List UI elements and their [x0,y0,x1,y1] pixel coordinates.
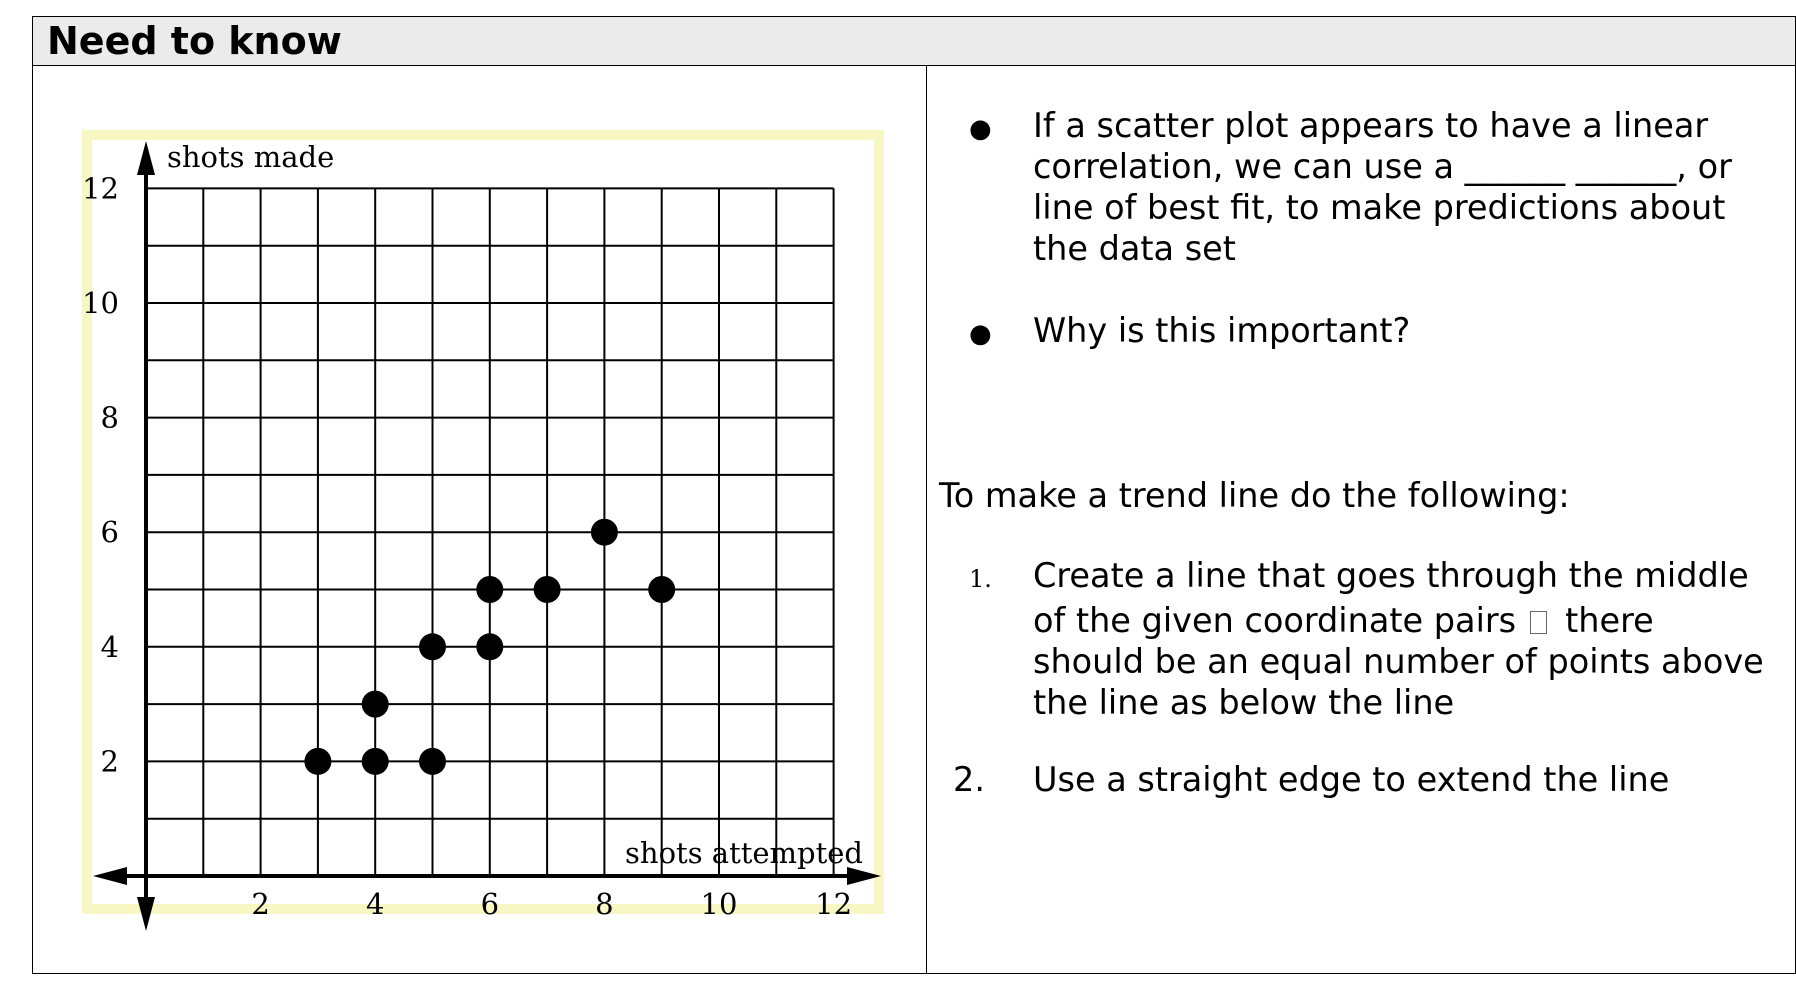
data-point [476,633,503,660]
data-point [362,748,389,775]
y-tick-label: 12 [82,171,119,206]
y-tick-label: 8 [100,400,119,435]
step-text [1033,759,1793,800]
bullet-text [1033,105,1793,269]
column-divider [926,65,927,973]
header-title: Need to know [47,19,342,63]
bullet-text [1033,310,1793,351]
step-line: should be an equal number of points above [1033,642,1764,681]
step-text [1033,555,1793,723]
x-tick-label: 6 [480,887,500,921]
bullet-line: Why is this important? [1033,311,1411,350]
y-tick-label: 2 [100,744,119,779]
bullet-line: line of best fit, to make predictions about [1033,188,1726,227]
x-tick-label: 2 [251,887,270,921]
data-point [419,748,446,775]
y-tick-label: 10 [82,286,119,320]
scatter-plot [53,79,893,939]
step-line: there [1565,601,1654,640]
data-point [648,576,675,603]
x-tick-label: 12 [815,887,853,921]
table-header [33,17,1795,66]
missing-glyph-box-icon [1530,611,1547,634]
step-line: the line as below the line [1033,683,1455,722]
data-point [591,519,618,546]
data-point [304,748,331,775]
bullet-line: correlation, we can use a ______ ______, or [1033,147,1732,186]
x-axis-arrow-left-icon [93,867,127,885]
bullet-line: the data set [1033,229,1236,268]
y-tick-label: 6 [100,515,119,550]
step-number: 1. [969,565,992,593]
step-line: Use a straight edge to extend the line [1033,760,1670,799]
data-point [534,576,561,603]
data-point [362,691,389,718]
step-line: Create a line that goes through the middle [1033,556,1749,595]
bullet-symbol: ● [969,114,992,144]
y-axis-arrow-up-icon [137,141,155,175]
plot-frame [87,135,879,909]
step-number: 2. [953,760,985,799]
data-point [476,576,503,603]
need-to-know-table [32,16,1796,974]
step-line-with-glyph [1033,600,1793,641]
bullet-line: If a scatter plot appears to have a linear [1033,106,1709,145]
x-tick-label: 4 [365,887,385,921]
x-tick-label: 10 [700,887,738,921]
data-point [419,633,446,660]
bullet-symbol: ● [969,319,992,349]
step-line: of the given coordinate pairs [1033,601,1517,640]
trend-line-intro: To make a trend line do the following: [939,476,1570,515]
y-axis-label: shots made [167,140,335,174]
x-tick-label: 8 [595,887,614,921]
x-axis-label: shots attempted [625,836,863,870]
y-tick-label: 4 [100,629,119,664]
